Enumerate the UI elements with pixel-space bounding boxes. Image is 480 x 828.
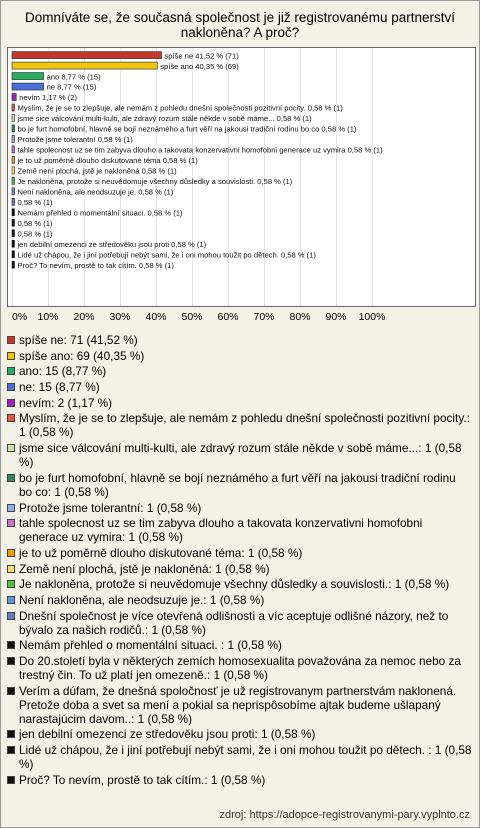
legend-swatch [7, 730, 15, 738]
legend-label: bo je furt homofobní, hlavně se bojí neznámého a furt věří na jakousi tradiční rodinu bo co: 1 (0,58 %) [19, 470, 456, 499]
x-tick-label: 10% [37, 311, 59, 323]
bar-data-label: Je nakloněna, protože si neuvědomuje všechny důsledky a souvislosti. 0,58 % (1) [17, 177, 293, 187]
legend-label: jen debilní omezenci ze středověku jsou proti: 1 (0,58 %) [19, 727, 316, 742]
bar-chart [8, 48, 475, 306]
bar [12, 52, 161, 59]
x-tick-label: 40% [145, 311, 167, 323]
legend-swatch [7, 776, 15, 784]
legend-swatch [7, 565, 15, 573]
bar-data-label: Protože jsme tolerantní 0,58 % (1) [17, 135, 133, 145]
bar [12, 62, 157, 69]
legend-item [7, 773, 472, 787]
legend-label: Lidé už chápou, že i jiní potřebují nebýt sami, že i oni mohou toužit po dětech. : 1 (0,58 %) [19, 743, 472, 772]
bar [12, 188, 15, 195]
legend-label: Verím a dúfam, že dnešná spoločnosť je už registrovanym partnerstvám naklonená. Pretože doba a svet sa mení a pokial sa neprispôsobíme ajtak budeme ušlapaný narastajúcim davom..: 1 (0,58 %) [19, 683, 457, 726]
legend-swatch [7, 641, 15, 649]
bar [12, 156, 15, 163]
legend-item [7, 516, 472, 544]
bar [12, 114, 15, 121]
bar [12, 240, 15, 247]
bar-data-label: ano 8,77 % (15) [46, 72, 101, 82]
bar-data-label: je to už poměrně dlouho diskutované téma 0,58 % (1) [17, 156, 198, 166]
legend-swatch [7, 474, 15, 482]
bar [12, 198, 15, 205]
bar [12, 230, 15, 237]
legend-swatch [7, 367, 15, 375]
legend-item [7, 638, 472, 652]
bar-data-label: 0,58 % (1) [17, 198, 53, 208]
bar-data-label: Nemám přehled o momentální situaci. 0,58 % (1) [17, 208, 183, 218]
chart-title: Domníváte se, že současná společnost je již registrovanému partnerství nakloněna? A proč? [25, 10, 455, 40]
bar [12, 251, 15, 258]
legend-label: tahle spolecnost uz se tim zabyva dlouho a takovata konzervativni homofobni generace uz vymira: 1 (0,58 %) [19, 516, 423, 545]
legend-swatch [7, 383, 15, 391]
legend-item [7, 562, 472, 576]
legend-label: Není nakloněna, ale neodsuzuje je.: 1 (0,58 %) [19, 592, 265, 607]
bar [12, 219, 15, 226]
legend-swatch [7, 444, 15, 452]
legend-swatch [7, 352, 15, 360]
bar-data-label: 0,58 % (1) [17, 229, 53, 239]
bar [12, 125, 15, 132]
legend-item [7, 546, 472, 560]
legend-label: Do 20.století byla v některých zemích homosexualita považována za nemoc nebo za trestný čin. To už platí jen omezeně.: 1 (0,58 %) [19, 654, 461, 682]
bar [12, 135, 15, 142]
legend-swatch [7, 657, 15, 665]
x-tick-label: 50% [181, 311, 203, 323]
legend-swatch [7, 336, 15, 344]
legend-label: Proč? To nevím, prostě to tak cítím.: 1 (0,58 %) [19, 772, 266, 787]
legend-item [7, 411, 472, 439]
legend-item [7, 593, 472, 607]
legend-label: Myslím, že je se to zlepšuje, ale nemám z pohledu dnešní společnosti pozitivní pocity.: 1 (0,58 %) [19, 411, 470, 440]
legend-swatch [7, 580, 15, 588]
x-tick-label: 90% [325, 311, 347, 323]
legend-item [7, 349, 472, 363]
bar [12, 167, 15, 174]
bar-data-label: tahle spolecnost uz se tim zabyva dlouho a takovata konzervativni homofobni generace uz vymira 0,58 % (1) [17, 145, 383, 155]
legend-item [7, 333, 472, 347]
legend-item [7, 654, 472, 682]
bar-data-label: spíše ne 41,52 % (71) [164, 51, 239, 61]
x-tick-label: 30% [109, 311, 131, 323]
x-tick-label: 60% [217, 311, 239, 323]
bar [12, 94, 16, 101]
legend-swatch [7, 612, 15, 620]
legend-item [7, 501, 472, 515]
source-credit: zdroj: https://adopce-registrovanymi-pary.vyplnto.cz [219, 809, 470, 821]
legend-item [7, 609, 472, 637]
bar-data-label: ne 8,77 % (15) [46, 82, 97, 92]
x-tick-label: 70% [253, 311, 275, 323]
legend-item [7, 396, 472, 410]
bar-data-label: Proč? To nevím, prostě to tak cítím. 0,58 % (1) [17, 260, 174, 270]
legend-label: Protože jsme tolerantní: 1 (0,58 %) [19, 500, 202, 515]
legend-swatch [7, 504, 15, 512]
legend-swatch [7, 399, 15, 407]
bar-data-label: jsme sice válcování multi-kulti, ale zdravý rozum stále někde v sobě máme... 0,58 % (1) [17, 114, 312, 124]
legend-item [7, 380, 472, 394]
legend-label: Země není plochá, jstě je nakloněná: 1 (0,58 %) [19, 561, 270, 576]
legend-label: ano: 15 (8,77 %) [19, 364, 107, 379]
legend-item [7, 727, 472, 741]
legend-label: nevím: 2 (1,17 %) [19, 395, 113, 410]
bar [12, 146, 15, 153]
x-axis [0, 305, 480, 327]
legend-item [7, 471, 472, 499]
bar [12, 104, 15, 111]
legend-swatch [7, 414, 15, 422]
plot-area [7, 47, 476, 307]
x-tick-label: 20% [73, 311, 95, 323]
bar-data-label: spíše ano 40,35 % (69) [160, 61, 239, 71]
legend-item [7, 577, 472, 591]
x-tick-label: 0% [12, 311, 28, 323]
bar-data-label: Lidé už chápou, že i jiní potřebují nebýt sami, že i oni mohou toužit po dětech. 0,58 % (1) [17, 250, 316, 260]
legend-swatch [7, 746, 15, 754]
legend-swatch [7, 596, 15, 604]
bar-data-label: Země není plochá, jstě je nakloněná 0,58 % (1) [17, 166, 177, 176]
bar [12, 83, 44, 90]
legend-label: spíše ne: 71 (41,52 %) [19, 333, 138, 347]
bar-data-label: jen debilní omezenci ze středověku jsou proti 0,58 % (1) [17, 239, 207, 249]
bar [12, 261, 15, 268]
legend-label: jsme sice válcování multi-kulti, ale zdravý rozum stále někde v sobě máme...: 1 (0,58 %) [19, 441, 462, 470]
bar [12, 177, 15, 184]
legend-swatch [7, 687, 15, 695]
legend-item [7, 364, 472, 378]
legend [7, 333, 472, 788]
legend-swatch [7, 519, 15, 527]
legend-label: spíše ano: 69 (40,35 %) [19, 348, 145, 363]
legend-label: Je nakloněna, protože si neuvědomuje všechny důsledky a souvislosti.: 1 (0,58 %) [19, 577, 450, 592]
bar-data-label: nevím 1,17 % (2) [19, 93, 78, 103]
x-tick-label: 100% [358, 311, 386, 323]
legend-label: je to už poměrně dlouho diskutované téma: 1 (0,58 %) [19, 545, 303, 560]
legend-label: Nemám přehled o momentální situaci. : 1 (0,58 %) [19, 638, 282, 653]
legend-item [7, 743, 472, 771]
legend-swatch [7, 549, 15, 557]
legend-item [7, 441, 472, 469]
legend-label: ne: 15 (8,77 %) [19, 380, 100, 395]
bar-data-label: Není nakloněna, ale neodsuzuje je. 0,58 % (1) [17, 187, 174, 197]
bar [12, 73, 44, 80]
x-tick-label: 80% [289, 311, 311, 323]
legend-label: Dnešní společnost je více otevřená odlišnosti a víc aceptuje odlišné názory, než to bývalo za našich rodičů.: 1 (0,58 %) [19, 608, 449, 637]
bar [12, 209, 15, 216]
bar-data-label: bo je furt homofobní, hlavně se bojí neznámého a furt věří na jakousi tradiční rodinu bo co 0,58 % (1) [17, 124, 357, 134]
bar-data-label: Myslím, že je se to zlepšuje, ale nemám z pohledu dnešní společnosti pozitivní pocity. 0,58 % (1) [17, 103, 343, 113]
legend-item [7, 684, 472, 726]
bar-data-label: 0,58 % (1) [17, 218, 53, 228]
